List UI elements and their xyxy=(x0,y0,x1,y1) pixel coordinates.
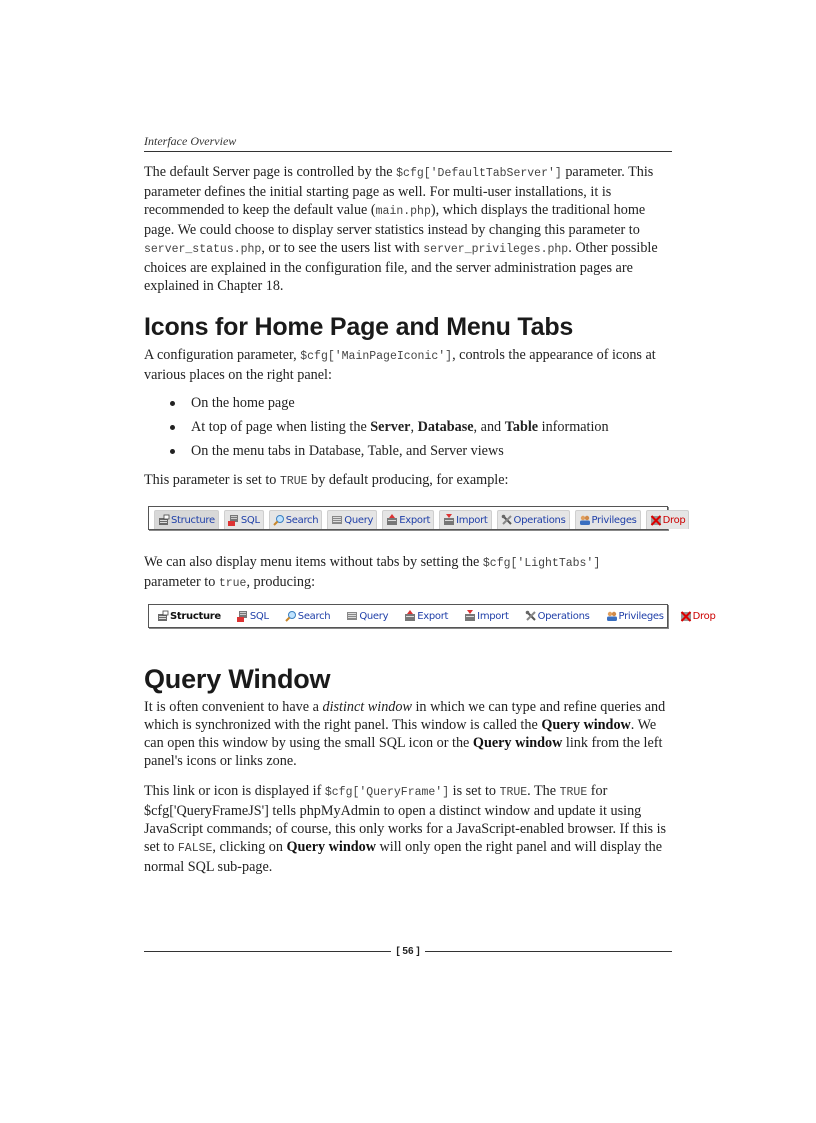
import-icon xyxy=(464,610,476,622)
bullet-item xyxy=(144,394,672,418)
code-light-tabs: $cfg['LightTabs'] xyxy=(482,557,601,570)
text: parameter. This parameter defines the initial starting page as well. For multi-user installations, it is recommended to keep the default value ( xyxy=(144,164,654,218)
text: by default producing, for example: xyxy=(307,472,509,488)
tab-search[interactable] xyxy=(269,510,323,529)
tab-label: Operations xyxy=(513,514,566,526)
drop-icon xyxy=(650,514,662,526)
footer-rule-left xyxy=(144,951,391,952)
text: for $cfg['QueryFrameJS'] tells phpMyAdmin to open a distinct window and update it using JavaScript commands; of course, this only works for a JavaScript-enabled browser. If this is set to xyxy=(144,783,667,855)
text: At top of page when listing the xyxy=(191,419,371,435)
text: , producing: xyxy=(246,574,316,590)
tab-label: Export xyxy=(417,610,449,622)
page-footer xyxy=(144,944,672,958)
bullet-dot xyxy=(170,401,175,406)
text: The default Server page is controlled by the xyxy=(144,164,397,180)
search-icon xyxy=(285,610,297,622)
tab-drop[interactable] xyxy=(646,510,690,529)
query-icon xyxy=(346,610,358,622)
tab-import[interactable] xyxy=(439,510,491,529)
search-icon xyxy=(273,514,285,526)
structure-icon xyxy=(158,514,170,526)
tab-label: SQL xyxy=(240,514,260,526)
text: , controls the appearance of icons at various places on the right panel: xyxy=(144,347,656,383)
text: will only open the right panel and will display the normal SQL sub-page. xyxy=(144,839,663,875)
code-default-tab-server: $cfg['DefaultTabServer'] xyxy=(396,167,562,180)
tab-label: Import xyxy=(477,610,509,622)
bold-query-window: Query window xyxy=(472,735,563,751)
footer-rule-right xyxy=(425,951,672,952)
text: is set to xyxy=(449,783,500,799)
tab-label: Query xyxy=(344,514,374,526)
tab-label: Structure xyxy=(170,610,221,622)
text: information xyxy=(538,419,609,435)
text: . Other possible choices are explained in the configuration file, and the server administration pages are explained in Chapter 18. xyxy=(144,240,658,294)
italic-distinct-window: distinct window xyxy=(322,699,412,715)
tab-label: Privileges xyxy=(591,514,637,526)
tab-label: Query xyxy=(359,610,389,622)
light-tab-export[interactable] xyxy=(401,610,451,622)
code-false: FALSE xyxy=(177,842,213,855)
text: It is often convenient to have a xyxy=(144,699,323,715)
light-tab-drop[interactable] xyxy=(677,610,719,622)
text: parameter to xyxy=(144,574,219,590)
drop-icon xyxy=(680,610,692,622)
section-heading-icons: Icons for Home Page and Menu Tabs xyxy=(144,313,574,341)
tab-query[interactable] xyxy=(327,510,377,529)
tab-operations[interactable] xyxy=(497,510,570,529)
light-tabs-screenshot xyxy=(148,604,716,628)
tab-export[interactable] xyxy=(382,510,434,529)
paragraph-main-page-iconic xyxy=(144,346,672,384)
text: We can also display menu items without tabs by setting the xyxy=(144,554,483,570)
bold-query-window: Query window xyxy=(286,839,376,855)
page-number: [ 56 ] xyxy=(396,945,420,957)
privileges-icon xyxy=(579,514,591,526)
bold-query-window: Query window xyxy=(541,717,631,733)
text: A configuration parameter, xyxy=(144,347,301,363)
tab-label: Export xyxy=(399,514,431,526)
query-icon xyxy=(331,514,343,526)
code-server-status: server_status.php xyxy=(144,243,262,256)
tab-label: Search xyxy=(285,514,319,526)
text: , xyxy=(410,419,418,435)
bold-server: Server xyxy=(370,419,411,435)
section-heading-query-window: Query Window xyxy=(144,664,331,694)
tab-label: Operations xyxy=(537,610,590,622)
operations-icon xyxy=(501,514,513,526)
tab-label: Drop xyxy=(692,610,716,622)
tab-label: Privileges xyxy=(618,610,664,622)
code-true: TRUE xyxy=(279,475,308,488)
text: . The xyxy=(527,783,560,799)
tab-label: Drop xyxy=(662,514,686,526)
paragraph-query-frame xyxy=(144,782,672,876)
light-tab-privileges[interactable] xyxy=(603,610,667,622)
tab-sql[interactable] xyxy=(224,510,264,529)
tab-privileges[interactable] xyxy=(575,510,641,529)
text: ), which displays the traditional home page. We could choose to display server statistics instead by changing this parameter to xyxy=(144,202,646,238)
running-head: Interface Overview xyxy=(144,134,672,152)
tab-structure[interactable] xyxy=(154,510,219,529)
light-tab-sql[interactable] xyxy=(234,610,272,622)
text: . We can open this window by using the small SQL icon or the xyxy=(144,717,657,751)
operations-icon xyxy=(525,610,537,622)
text: This parameter is set to xyxy=(144,472,280,488)
paragraph-light-tabs xyxy=(144,553,672,593)
sql-icon xyxy=(237,610,249,622)
bullet-item xyxy=(144,442,672,466)
menu-tabs-screenshot xyxy=(148,506,686,530)
bold-database: Database xyxy=(417,419,474,435)
paragraph-default-tab-server xyxy=(144,163,672,295)
bullet-item xyxy=(144,418,672,442)
light-tab-query[interactable] xyxy=(343,610,391,622)
bullet-list xyxy=(144,394,672,466)
light-tab-structure[interactable] xyxy=(154,610,224,622)
code-server-privileges: server_privileges.php xyxy=(423,243,569,256)
tab-label: Structure xyxy=(171,514,215,526)
tab-label: SQL xyxy=(249,610,269,622)
export-icon xyxy=(404,610,416,622)
bullet-dot xyxy=(170,449,175,454)
paragraph-query-window-intro xyxy=(144,698,672,770)
text: link from the left panel's icons or links zone. xyxy=(144,735,663,769)
text: On the home page xyxy=(191,395,295,411)
paragraph-default-true xyxy=(144,471,672,491)
export-icon xyxy=(386,514,398,526)
import-icon xyxy=(443,514,455,526)
text: in which we can type and refine queries and which is synchronized with the right panel. This window is called the xyxy=(144,699,666,733)
bullet-dot xyxy=(170,425,175,430)
sql-icon xyxy=(228,514,240,526)
code-query-frame: $cfg['QueryFrame'] xyxy=(324,786,450,799)
text: , or to see the users list with xyxy=(261,240,424,256)
tab-label: Search xyxy=(297,610,331,622)
light-tab-search[interactable] xyxy=(282,610,334,622)
code-main-page-iconic: $cfg['MainPageIconic'] xyxy=(300,350,453,363)
structure-icon xyxy=(157,610,169,622)
code-true: TRUE xyxy=(559,786,588,799)
code-true-lower: true xyxy=(218,577,247,590)
privileges-icon xyxy=(606,610,618,622)
text: This link or icon is displayed if xyxy=(144,783,325,799)
text: , and xyxy=(473,419,505,435)
bold-table: Table xyxy=(504,419,539,435)
tab-label: Import xyxy=(456,514,488,526)
code-main-php: main.php xyxy=(375,205,431,218)
light-tab-import[interactable] xyxy=(461,610,511,622)
code-true: TRUE xyxy=(499,786,528,799)
text: On the menu tabs in Database, Table, and Server views xyxy=(191,443,504,459)
text: , clicking on xyxy=(212,839,287,855)
light-tab-operations[interactable] xyxy=(522,610,593,622)
